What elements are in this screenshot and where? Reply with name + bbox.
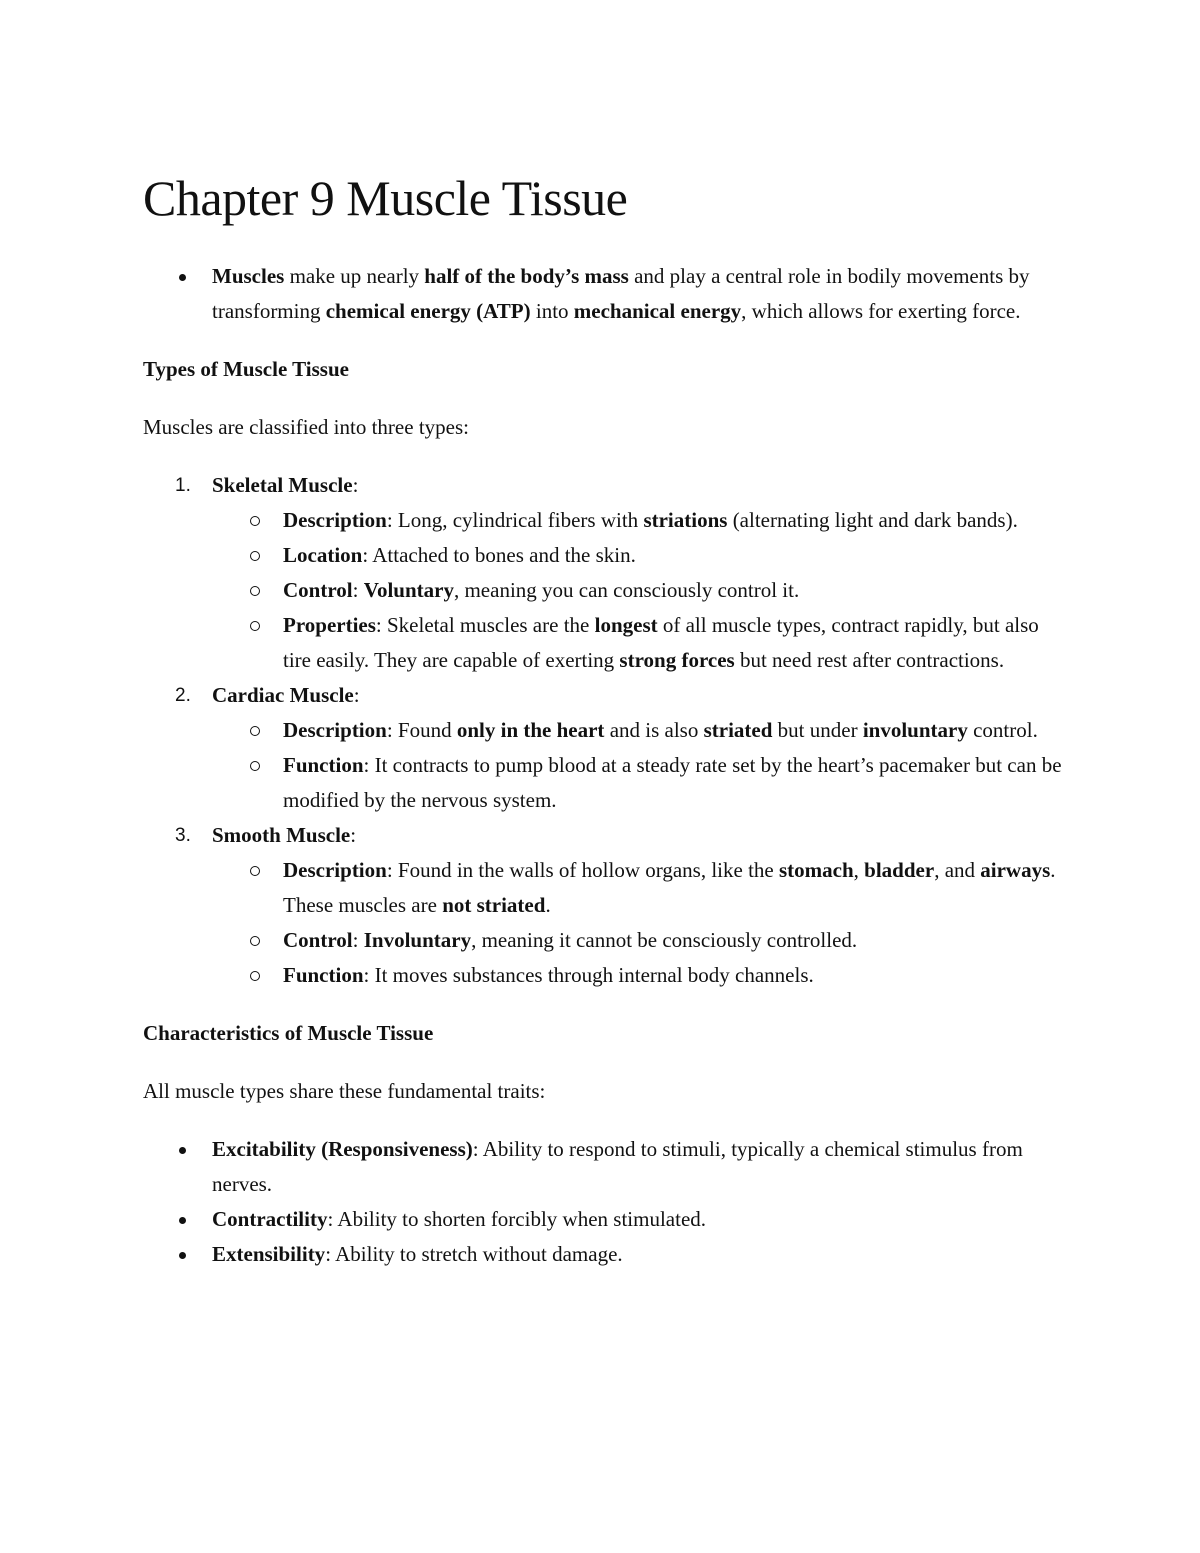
sub-list: [143, 853, 1068, 993]
circle-bullet-icon: [250, 761, 260, 771]
muscle-types-list: [143, 468, 1068, 993]
sub-list: [143, 503, 1068, 678]
list-item: Contractility: Ability to shorten forcibly when stimulated.: [143, 1202, 1068, 1237]
circle-bullet-icon: [250, 971, 260, 981]
circle-bullet-icon: [250, 621, 260, 631]
bullet-icon: [179, 1217, 186, 1224]
types-intro: Muscles are classified into three types:: [143, 415, 469, 439]
list-item: Control: Involuntary, meaning it cannot be consciously controlled.: [143, 923, 1068, 958]
list-item-skeletal: 1. Skeletal Muscle: Description: Long, cylindrical fibers with striations (alternating light and dark bands). Location: Attached to bones and the skin. Control: Voluntary, meaning you can consciously control it. Properties: Skeletal muscles are the longest of all muscle types, contract rapidly, but also tire easily. They are capable of exerting strong forces but need rest after contractions.: [143, 468, 1068, 678]
list-item: Function: It contracts to pump blood at a steady rate set by the heart’s pacemaker but can be modified by the nervous system.: [143, 748, 1068, 818]
bullet-icon: [179, 274, 186, 281]
document-body: [143, 259, 1068, 1272]
characteristics-intro: All muscle types share these fundamental traits:: [143, 1079, 546, 1103]
list-item: Description: Found only in the heart and is also striated but under involuntary control.: [143, 713, 1068, 748]
list-item: Extensibility: Ability to stretch without damage.: [143, 1237, 1068, 1272]
bullet-icon: [179, 1147, 186, 1154]
list-item: Description: Long, cylindrical fibers with striations (alternating light and dark bands).: [143, 503, 1068, 538]
section-heading-characteristics: Characteristics of Muscle Tissue: [143, 1021, 434, 1045]
list-item-cardiac: 2. Cardiac Muscle: Description: Found only in the heart and is also striated but under involuntary control. Function: It contracts to pump blood at a steady rate set by the heart’s pacemaker but can be modified by the nervous system.: [143, 678, 1068, 818]
circle-bullet-icon: [250, 516, 260, 526]
list-item: Function: It moves substances through internal body channels.: [143, 958, 1068, 993]
list-item: Excitability (Responsiveness): Ability to respond to stimuli, typically a chemical stimulus from nerves.: [143, 1132, 1068, 1202]
list-item: Control: Voluntary, meaning you can consciously control it.: [143, 573, 1068, 608]
circle-bullet-icon: [250, 936, 260, 946]
list-item: Description: Found in the walls of hollow organs, like the stomach, bladder, and airways. These muscles are not striated.: [143, 853, 1068, 923]
intro-list: [143, 259, 1068, 329]
list-item: Muscles make up nearly half of the body’s mass and play a central role in bodily movements by transforming chemical energy (ATP) into mechanical energy, which allows for exerting force.: [143, 259, 1068, 329]
section-heading-types: Types of Muscle Tissue: [143, 357, 349, 381]
circle-bullet-icon: [250, 866, 260, 876]
bullet-icon: [179, 1252, 186, 1259]
circle-bullet-icon: [250, 551, 260, 561]
list-item: Location: Attached to bones and the skin.: [143, 538, 1068, 573]
list-item-smooth: 3. Smooth Muscle: Description: Found in the walls of hollow organs, like the stomach, bladder, and airways. These muscles are not striated. Control: Involuntary, meaning it cannot be consciously controlled. Function: It moves substances through internal body channels.: [143, 818, 1068, 993]
circle-bullet-icon: [250, 726, 260, 736]
characteristics-list: [143, 1132, 1068, 1272]
sub-list: [143, 713, 1068, 818]
page-title: Chapter 9 Muscle Tissue: [143, 170, 628, 226]
circle-bullet-icon: [250, 586, 260, 596]
list-item: Properties: Skeletal muscles are the longest of all muscle types, contract rapidly, but also tire easily. They are capable of exerting strong forces but need rest after contractions.: [143, 608, 1068, 678]
